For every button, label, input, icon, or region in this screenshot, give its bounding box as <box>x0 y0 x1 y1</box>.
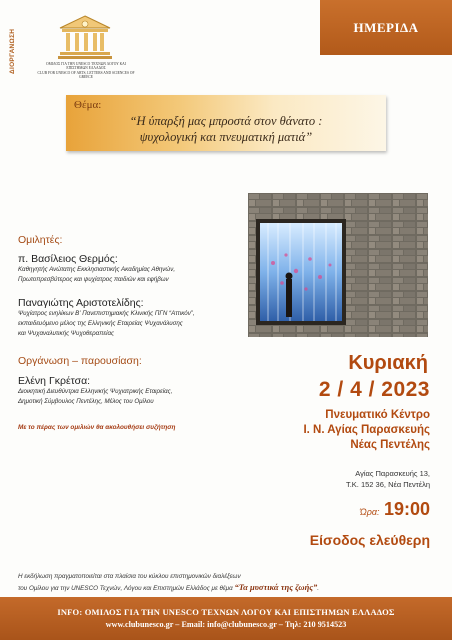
footer-contact-line: www.clubunesco.gr – Email: info@clubunesco.gr – Τηλ: 210 9514523 <box>105 620 347 629</box>
venue-line: Νέας Πεντέλης <box>350 439 430 451</box>
cycle-note-suffix: . <box>317 585 320 592</box>
time-label: Ώρα: <box>359 507 380 517</box>
lecture-cycle-note <box>18 571 438 594</box>
moderator-description-line: Δημοτική Σύμβουλος Πεντέλης, Μέλος του Ομίλου <box>18 398 154 405</box>
theme-box <box>66 95 386 151</box>
moderator-description-line: Διοικητική Διευθύντρια Ελληνικής Ψυχιατρικής Εταιρείας, <box>18 388 173 395</box>
theme-title <box>66 113 386 145</box>
footer-banner <box>0 597 452 640</box>
venue-line: Ι. Ν. Αγίας Παρασκευής <box>303 424 430 436</box>
time-value: 19:00 <box>383 499 430 519</box>
venue-line: Πνευματικό Κέντρο <box>325 409 430 421</box>
cycle-note-line: Η εκδήλωση πραγματοποιείται στα πλαίσια του κύκλου επιστημονικών διαλέξεων <box>18 573 241 580</box>
speaker-name: Παναγιώτης Αριστοτελίδης: <box>18 297 144 309</box>
speaker-description-line: και Ψυχαναλυτικής Ψυχοθεραπείας <box>18 330 114 337</box>
organization-logo <box>36 14 136 84</box>
theme-label: Θέμα: <box>74 99 102 111</box>
discussion-note: Με το πέρας των ομιλιών θα ακολουθήσει συζήτηση <box>18 424 176 431</box>
theme-title-line1: “Η ύπαρξή μας μπροστά στον θάνατο : <box>129 114 323 128</box>
cycle-note-line <box>18 582 438 594</box>
logo-caption: ΟΜΙΛΟΣ ΓΙΑ ΤΗΝ UNESCO ΤΕΧΝΩΝ ΛΟΓΟΥ ΚΑΙ ΕΠΙΣΤΗΜΩΝ ΕΛΛΑΔΟΣ CLUB FOR UNESCO OF ARTS, LETTERS AND SCIENCES OF GREECE <box>37 62 135 79</box>
moderator-section-label: Οργάνωση – παρουσίαση: <box>18 355 142 367</box>
footer-info-line: INFO: ΟΜΙΛΟΣ ΓΙΑ ΤΗΝ UNESCO ΤΕΧΝΩΝ ΛΟΓΟΥ ΚΑΙ ΕΠΙΣΤΗΜΩΝ ΕΛΛΑΔΟΣ <box>57 607 395 617</box>
temple-logo-icon <box>56 14 114 60</box>
speaker-description-line: Ψυχίατρος ενηλίκων Β' Πανεπιστημιακής Κλινικής ΠΓΝ “Αττικόν”, <box>18 310 195 317</box>
speaker-description-line: εκπαιδευόμενο μέλος της Ελληνικής Εταιρείας Ψυχανάλυσης <box>18 320 183 327</box>
moderator-name: Ελένη Γκρέτσα: <box>18 375 91 387</box>
organizer-label: ΔΙΟΡΓΑΝΩΣΗ <box>9 28 16 74</box>
stone-wall-window-image <box>248 193 428 337</box>
address-line: Αγίας Παρασκευής 13, <box>355 469 430 478</box>
speaker-name: π. Βασίλειος Θερμός: <box>18 253 118 265</box>
address-line: Τ.Κ. 152 36, Νέα Πεντέλη <box>345 480 430 489</box>
event-time <box>360 499 430 520</box>
speakers-section-label: Ομιλητές: <box>18 234 63 246</box>
event-address <box>230 468 430 490</box>
speaker-description-line: Πρωτοπρεσβύτερος και ψυχίατρος παιδιών και εφήβων <box>18 276 169 283</box>
event-date: 2 / 4 / 2023 <box>318 378 430 401</box>
event-type-badge: ΗΜΕΡΙΔΑ <box>320 0 452 55</box>
theme-title-line2: ψυχολογική και πνευματική ματιά” <box>139 130 313 144</box>
cycle-note-prefix: του Ομίλου για την UNESCO Τεχνών, Λόγου και Επιστημών Ελλάδος με θέμα <box>18 585 233 592</box>
speaker-description <box>18 309 195 339</box>
cycle-theme-title: “Τα μυστικά της ζωής” <box>234 582 318 592</box>
moderator-description <box>18 387 172 407</box>
event-venue <box>170 408 430 453</box>
speaker-description <box>18 265 175 285</box>
event-day: Κυριακή <box>348 352 428 374</box>
speaker-description-line: Καθηγητής Ανώτατης Εκκλησιαστικής Ακαδημίας Αθηνών, <box>18 266 176 273</box>
entry-info: Είσοδος ελεύθερη <box>309 532 430 548</box>
